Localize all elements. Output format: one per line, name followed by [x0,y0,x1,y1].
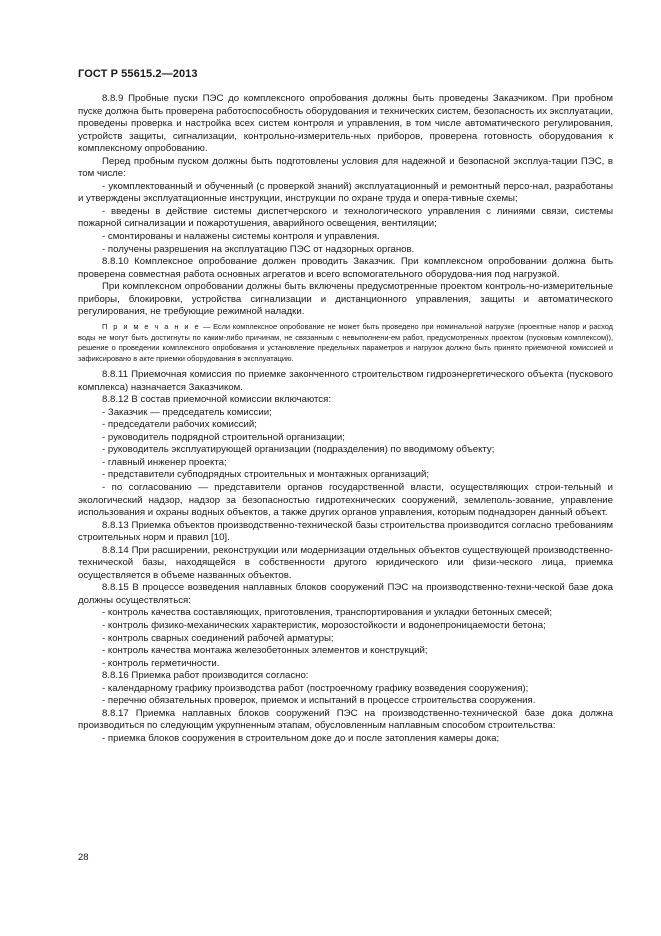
paragraph-instruments: При комплексном опробовании должны быть включены предусмотренные проектом контроль-но-измерительные приборы, блокировки, устройства сигнализации и дистанционного управления, защиты и автоматического регулирования, не требующие режимной наладки. [78,281,613,318]
list-item: - руководитель подрядной строительной организации; [102,431,345,443]
document-code-header: ГОСТ Р 55615.2—2013 [78,68,198,80]
list-item: - контроль физико-механических характеристик, морозостойкости и водонепроницаемости бетона; [102,619,546,631]
list-item: - контроль сварных соединений рабочей арматуры; [102,632,334,644]
list-item: - главный инженер проекта; [102,456,227,468]
note-label: П р и м е ч а н и е [102,321,201,331]
paragraph-8-8-17: 8.8.17 Приемка наплавных блоков сооружений ПЭС на производственно-технической базе дока должна производиться по следующим укрупненным этапам, обусловленным наплавным способом строительства: [78,707,613,732]
list-item: - смонтированы и налажены системы контроля и управления. [102,231,380,243]
list-item: - контроль герметичности. [102,657,220,669]
list-item: - перечню обязательных проверок, приемок и испытаний в процессе строительства сооружения. [102,695,536,707]
paragraph-8-8-12: 8.8.12 В состав приемочной комиссии включаются: [102,394,331,406]
list-item: - контроль качества составляющих, приготовления, транспортирования и укладки бетонных смесей; [102,607,553,619]
page-number: 28 [78,852,89,863]
paragraph-8-8-9: 8.8.9 Пробные пуски ПЭС до комплексного опробования должны быть проведены Заказчиком. При пробном пуске должна быть проверена работоспособность оборудования и технических систем, безопасность их эксплуатации, проведены проверка и настройка всех систем контроля и управления, в том числе автоматического регулирования, устройств защиты, сигнализации, контрольно-измеритель-ных приборов, проверена готовность оборудования к комплексному опробованию. [78,93,613,155]
list-item: - календарному графику производства работ (построечному графику возведения сооружения); [102,682,529,694]
list-item: - приемка блоков сооружения в строительном доке до и после затопления камеры дока; [102,732,500,744]
list-item: - получены разрешения на эксплуатацию ПЭС от надзорных органов. [102,243,415,255]
list-item: - укомплектованный и обученный (с проверкой знаний) эксплуатационный и ремонтный персо-нал, разработаны и утверждены эксплуатационные инструкции, инструкции по охране труда и опера-тивные схемы; [78,180,613,205]
paragraph-8-8-16: 8.8.16 Приемка работ производится согласно: [102,670,309,682]
list-item: - представители субподрядных строительных и монтажных организаций; [102,469,430,481]
paragraph-8-8-11: 8.8.11 Приемочная комиссия по приемке законченного строительством гидроэнергетического объекта (пускового комплекса) назначается Заказчиком. [78,369,613,393]
list-item: - контроль качества монтажа железобетонных элементов и конструкций; [102,645,428,657]
list-item: - председатели рабочих комиссий; [102,419,257,431]
list-item: - Заказчик — председатель комиссии; [102,406,272,418]
paragraph-8-8-14: 8.8.14 При расширении, реконструкции или модернизации отдельных объектов существующей производственно-технической базы, находящейся в собственности другого юридического или физи-ческого лица, приемка осуществляется в объеме названных объектов. [78,544,613,581]
list-item: - руководитель эксплуатирующей организации (подразделения) по вводимому объекту; [102,444,495,456]
document-body [78,93,613,745]
list-item: - введены в действие системы диспетчерского и технологического управления с линиями связи, системы пожарной сигнализации и пожаротушения, аварийного освещения, вентиляции; [78,205,613,230]
paragraph-8-8-15: 8.8.15 В процессе возведения наплавных блоков сооружений ПЭС на производственно-техни-ческой базе дока должны осуществляться: [78,582,613,606]
note-block [78,322,613,365]
note-text: — Если комплексное опробование не может быть проведено при номинальной нагрузке (проектные напор и расход воды не могут быть достигнуты по каким-либо причинам, не связанным с невыполнени-ем работ, предусмотренных проектом (пусковым комплексом)), решение о проведении комплексного опробования и установление предельных параметров и нагрузок должно быть принято приемочной комиссией и зафиксировано в акте приемки оборудования в эксплуатацию. [78,321,613,364]
paragraph-preconditions-intro: Перед пробным пуском должны быть подготовлены условия для надежной и безопасной эксплуа-тации ПЭС, в том числе: [78,155,613,180]
paragraph-8-8-13: 8.8.13 Приемка объектов производственно-технической базы строительства производится согласно требованиям строительных норм и правил [10]. [78,519,613,544]
paragraph-8-8-10: 8.8.10 Комплексное опробование должен проводить Заказчик. При комплексном опробовании должна быть проверена совместная работа основных агрегатов и всего вспомогательного оборудова-ния под нагрузкой. [78,256,613,280]
list-item: - по согласованию — представители органов государственной власти, осуществляющих строи-тельный и экологический надзор, надзор за безопасностью гидротехнических сооружений, землеполь-зование, управление использования и охраны водных объектов, а также других органов управления, которым поднадзорен данный объект. [78,481,613,519]
